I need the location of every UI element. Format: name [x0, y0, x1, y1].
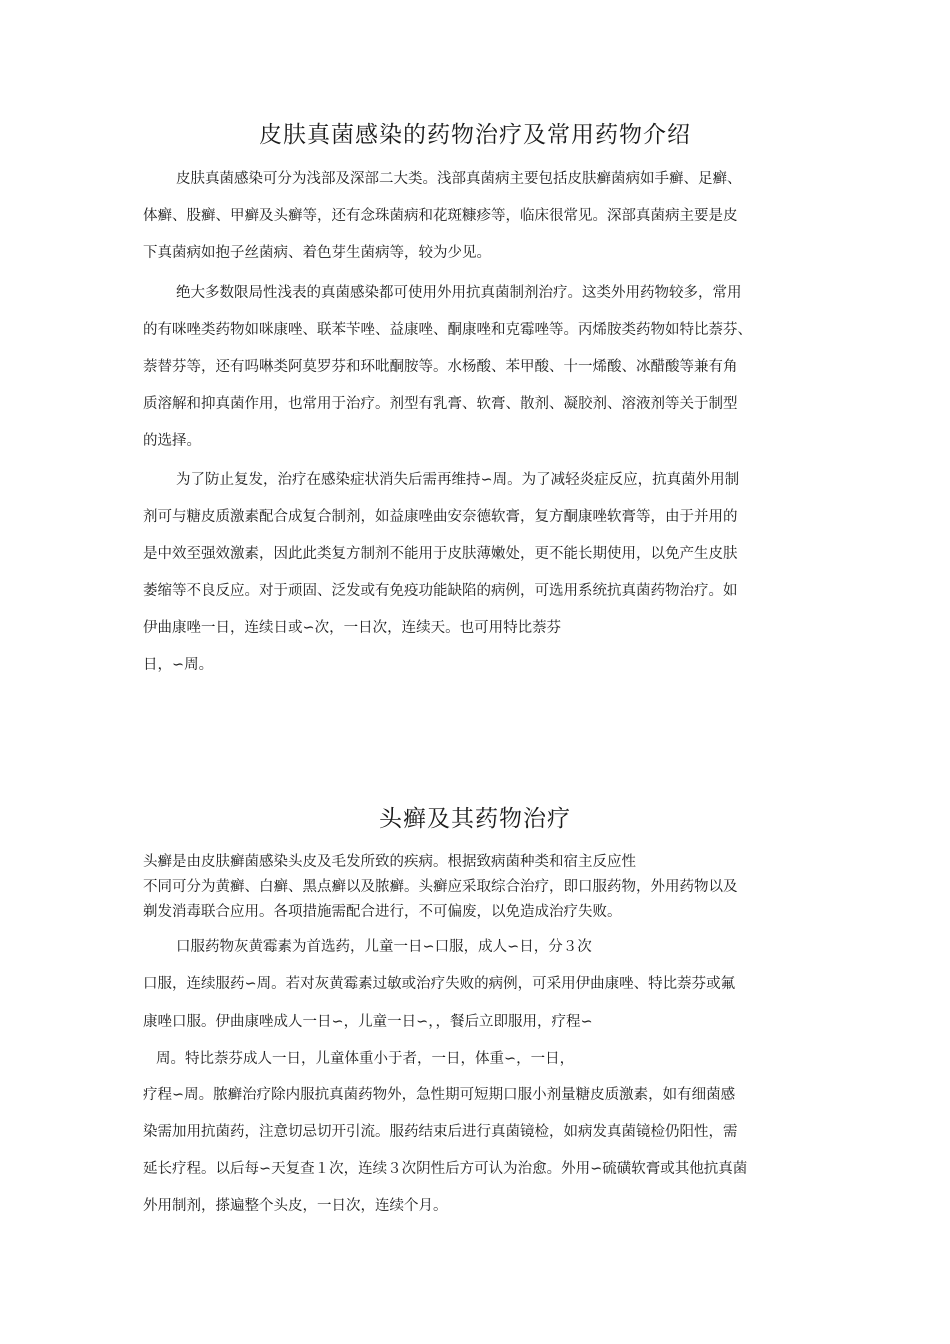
paragraph-line: 口服药物灰黄霉素为首选药，儿童一日∽口服，成人∽日，分３次: [176, 939, 592, 955]
paragraph-line: 为了防止复发，治疗在感染症状消失后需再维持∽周。为了减轻炎症反应，抗真菌外用制: [176, 472, 740, 488]
paragraph-line: 体癣、股癣、甲癣及头癣等，还有念珠菌病和花斑糠疹等，临床很常见。深部真菌病主要是皮: [143, 208, 738, 224]
section1-title: 皮肤真菌感染的药物治疗及常用药物介绍: [259, 122, 691, 148]
paragraph-line: 延长疗程。以后每∽天复查１次，连续３次阴性后方可认为治愈。外用∽硫磺软膏或其他抗真菌: [143, 1161, 748, 1177]
paragraph-line: 伊曲康唑一日，连续日或∽次，一日次，连续天。也可用特比萘芬: [143, 620, 562, 636]
paragraph-line: 周。特比萘芬成人一日，儿童体重小于者，一日，体重∽，一日，: [156, 1051, 575, 1067]
paragraph-line: 染需加用抗菌药，注意切忌切开引流。服药结束后进行真菌镜检，如病发真菌镜检仍阳性，需: [143, 1124, 738, 1140]
paragraph-line: 剃发消毒联合应用。各项措施需配合进行，不可偏废，以免造成治疗失败。: [143, 904, 622, 920]
paragraph-line: 质溶解和抑真菌作用，也常用于治疗。剂型有乳膏、软膏、散剂、凝胶剂、溶液剂等关于制型: [143, 396, 738, 412]
paragraph-line: 是中效至强效激素，因此此类复方制剂不能用于皮肤薄嫩处，更不能长期使用，以免产生皮肤: [143, 546, 738, 562]
paragraph-line: 日，∽周。: [143, 657, 214, 673]
paragraph-line: 头癣是由皮肤癣菌感染头皮及毛发所致的疾病。根据致病菌种类和宿主反应性: [143, 854, 636, 870]
section2-title: 头癣及其药物治疗: [379, 806, 571, 832]
paragraph-line: 口服，连续服药∽周。若对灰黄霉素过敏或治疗失败的病例，可采用伊曲康唑、特比萘芬或氟: [143, 976, 736, 992]
paragraph-line: 的有咪唑类药物如咪康唑、联苯苄唑、益康唑、酮康唑和克霉唑等。丙烯胺类药物如特比萘芬、: [143, 322, 752, 338]
paragraph-line: 剂可与糖皮质激素配合成复合制剂，如益康唑曲安奈德软膏，复方酮康唑软膏等，由于并用的: [143, 509, 738, 525]
paragraph-line: 疗程∽周。脓癣治疗除内服抗真菌药物外，急性期可短期口服小剂量糖皮质激素，如有细菌感: [143, 1087, 736, 1103]
paragraph-line: 康唑口服。伊曲康唑成人一日∽，儿童一日∽，，餐后立即服用，疗程∽: [143, 1014, 593, 1030]
paragraph-line: 皮肤真菌感染可分为浅部及深部二大类。浅部真菌病主要包括皮肤癣菌病如手癣、足癣、: [176, 171, 742, 187]
paragraph-line: 外用制剂，搽遍整个头皮，一日次，连续个月。: [143, 1198, 448, 1214]
paragraph-line: 不同可分为黄癣、白癣、黑点癣以及脓癣。头癣应采取综合治疗，即口服药物，外用药物以及: [143, 879, 738, 895]
paragraph-line: 绝大多数限局性浅表的真菌感染都可使用外用抗真菌制剂治疗。这类外用药物较多，常用: [176, 285, 742, 301]
paragraph-line: 下真菌病如抱子丝菌病、着色芽生菌病等，较为少见。: [143, 245, 491, 261]
paragraph-line: 的选择。: [143, 433, 201, 449]
paragraph-line: 萘替芬等，还有吗啉类阿莫罗芬和环吡酮胺等。水杨酸、苯甲酸、十一烯酸、冰醋酸等兼有角: [143, 359, 738, 375]
paragraph-line: 萎缩等不良反应。对于顽固、泛发或有免疫功能缺陷的病例，可选用系统抗真菌药物治疗。如: [143, 583, 738, 599]
